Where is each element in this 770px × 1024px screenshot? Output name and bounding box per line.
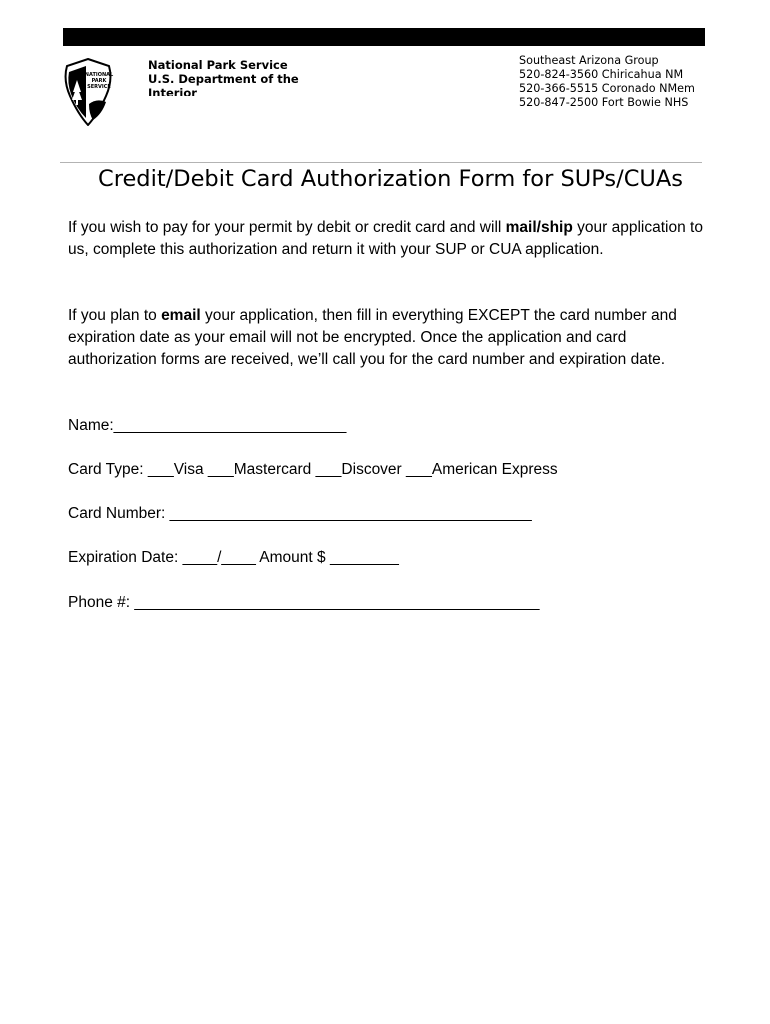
contact-group: Southeast Arizona Group (519, 54, 659, 67)
logo-text-line1: NATIONAL (84, 72, 114, 78)
contact-coronado: 520-366-5515 Coronado NMem (519, 82, 695, 95)
agency-name: National Park Service (148, 58, 288, 72)
logo-text-line2: PARK (91, 78, 107, 84)
para1-text-b: your application to us, complete this authorization and return it with your SUP or CUA application. (68, 219, 703, 258)
department-name: U.S. Department of the (148, 72, 299, 86)
contact-block (519, 54, 695, 110)
instructions-email (68, 305, 718, 371)
phone-field[interactable]: Phone #: _______________________________________________ (68, 594, 540, 611)
card-type-field[interactable]: Card Type: ___Visa ___Mastercard ___Discover ___American Express (68, 461, 558, 478)
expiration-amount-field[interactable]: Expiration Date: ____/____ Amount $ ________ (68, 549, 399, 566)
header-bar (63, 28, 705, 46)
para2-text-a: If you plan to (68, 307, 162, 324)
nps-arrowhead-logo-icon (62, 58, 114, 126)
header-divider (60, 162, 702, 163)
form-title: Credit/Debit Card Authorization Form for SUPs/CUAs (98, 166, 683, 192)
agency-block (148, 58, 318, 96)
contact-chiricahua: 520-824-3560 Chiricahua NM (519, 68, 684, 81)
card-number-field[interactable]: Card Number: __________________________________________ (68, 505, 532, 522)
instructions-mail (68, 217, 718, 261)
para2-text-b: your application, then fill in everything EXCEPT the card number and expiration date as your email will not be encrypted. Once the application and card authorization forms are received, we’ll call you for the card number and expiration date. (68, 307, 677, 368)
para1-text-a: If you wish to pay for your permit by debit or credit card and will (68, 219, 506, 236)
department-name-cont: Interior (148, 86, 197, 96)
name-field[interactable]: Name:___________________________ (68, 417, 347, 434)
para2-bold: email (161, 307, 201, 324)
logo-text-line3: SERVICE (87, 84, 111, 90)
contact-fort-bowie: 520-847-2500 Fort Bowie NHS (519, 96, 689, 109)
para1-bold: mail/ship (505, 219, 573, 236)
